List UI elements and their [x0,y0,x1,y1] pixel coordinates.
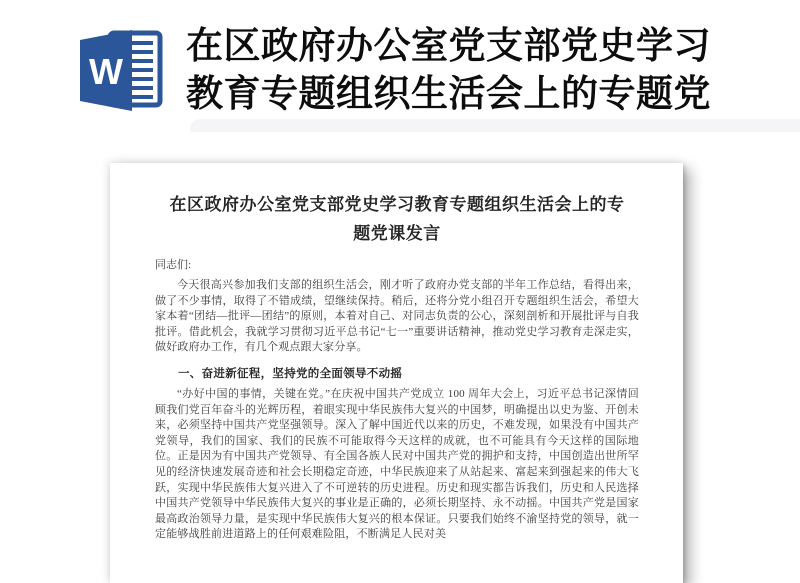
document-title-line-2: 题党课发言 [353,224,441,243]
page-title-line-2: 教育专题组织生活会上的专题党 [186,73,711,114]
document-preview-page[interactable] [110,163,683,583]
document-greeting: 同志们: [155,259,192,271]
document-section-heading-1: 一、奋进新征程，坚持党的全面领导不动摇 [178,367,403,380]
document-title-line-1: 在区政府办公室党支部党史学习教育专题组织生活会上的专 [169,195,625,214]
header-divider [190,119,800,132]
document-paragraph-1: 今天很高兴参加我们支部的组织生活会，刚才听了政府办党支部的半年工作总结，看得出来，做了不少事情，取得了不错成绩，望继续保持。稍后，还将分党小组召开专题组织生活会，希望大家本着“团结—批评—团结”的原则，本着对自己、对同志负责的公心，深刻剖析和开展批评与自我批评。借此机会，我就学习贯彻习近平总书记“七一”重要讲话精神，推动党史学习教育走深走实，做好政府办工作，有几个观点跟大家分享。 [155,279,639,354]
document-content [110,163,683,543]
document-paragraph-2: “办好中国的事情，关键在党。”在庆祝中国共产党成立 100 周年大会上，习近平总书记深情回顾我们党百年奋斗的光辉历程，着眼实现中华民族伟大复兴的中国梦，明确提出以史为鉴、开创未来，必须坚持中国共产党坚强领导。深入了解中国近代以来的历史，不难发现，如果没有中国共产党领导，我们的国家、我们的民族不可能取得今天这样的成就，也不可能具有今天这样的国际地位。正是因为有中国共产党领导、有全国各族人民对中国共产党的拥护和支持，中国创造出世所罕见的经济快速发展奇迹和社会长期稳定奇迹，中华民族迎来了从站起来、富起来到强起来的伟大飞跃，实现中华民族伟大复兴进入了不可逆转的历史进程。历史和现实都告诉我们，历史和人民选择中国共产党领导中华民族伟大复兴的事业是正确的，必须长期坚持、永不动摇。中国共产党是国家最高政治领导力量，是实现中华民族伟大复兴的根本保证。只要我们始终不渝坚持党的领导，就一定能够战胜前进道路上的任何艰难险阻，不断满足人民对美 [155,387,639,541]
page-title [186,22,746,118]
word-icon-letter: W [89,51,123,92]
page-title-line-1: 在区政府办公室党支部党史学习 [186,25,711,66]
site-header [0,0,800,133]
word-document-icon [74,27,166,113]
word-icon-graphic [74,27,166,113]
document-title [155,190,639,248]
